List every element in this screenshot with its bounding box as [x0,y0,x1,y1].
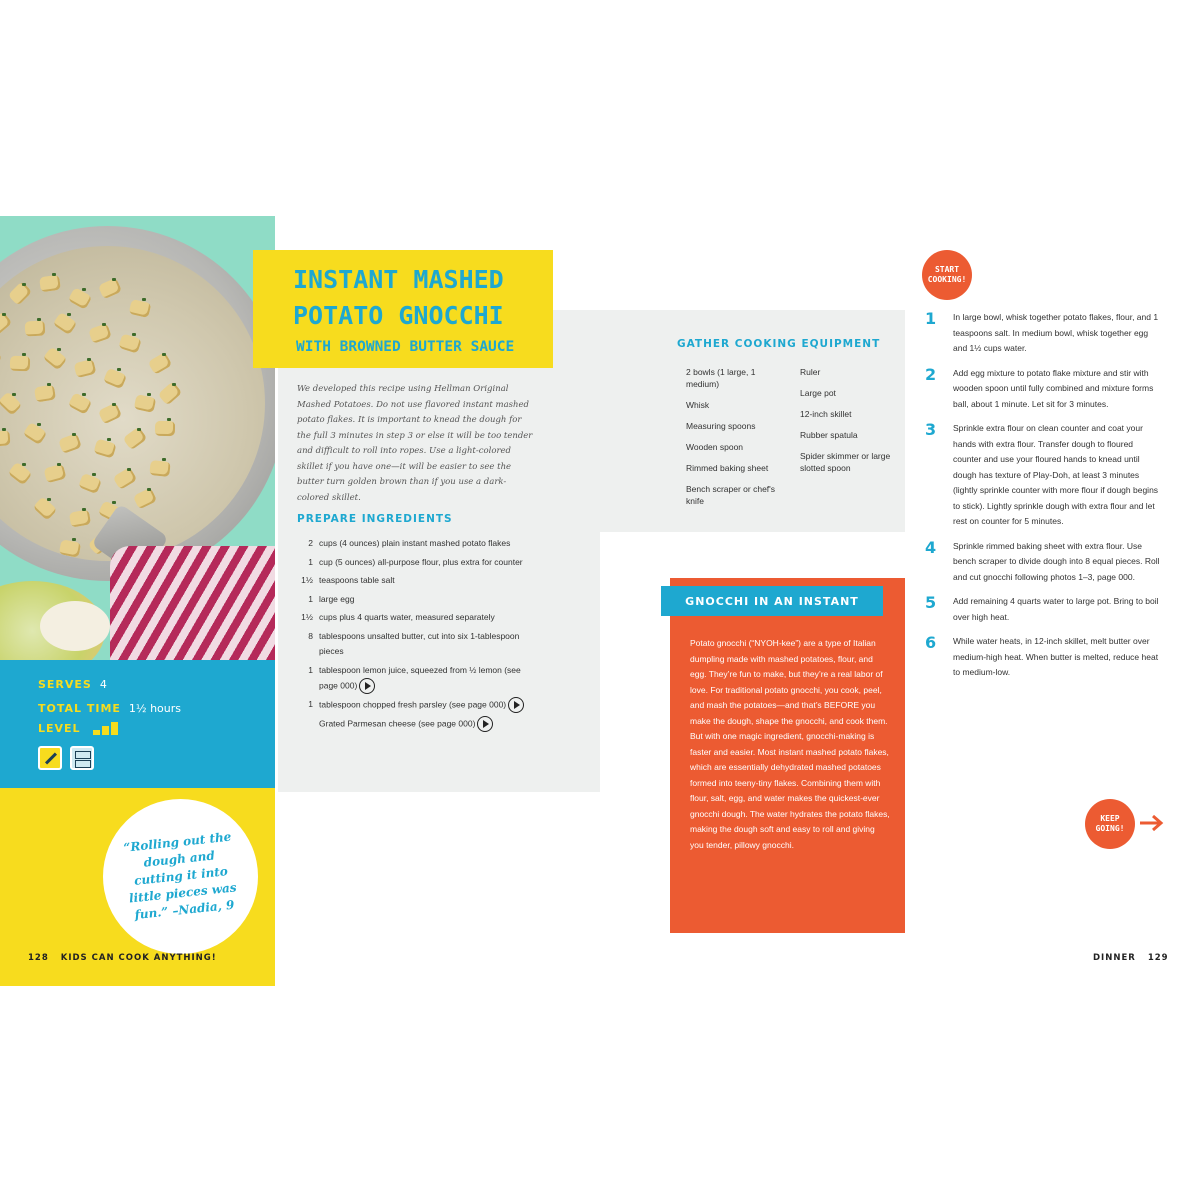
ingredient-list [297,536,527,735]
gnocchi-piece [53,312,78,336]
parsley-fleck [2,428,6,431]
step-text: While water heats, in 12-inch skillet, melt butter over medium-high heat. When butter is melted, reduce heat to medium-low. [953,636,1159,677]
knife-icon [38,746,62,770]
step-text: In large bowl, whisk together potato flakes, flour, and 1 teaspoons salt. In medium bowl, whisk together egg and 1½ cups water. [953,312,1159,353]
serves-value: 4 [99,678,107,691]
parsley-fleck [137,428,141,431]
play-icon[interactable] [477,716,493,732]
serves-label: SERVES [38,678,92,691]
ingredient-qty: 2 [308,538,313,548]
step-item [925,539,1160,586]
parsley-fleck [52,273,56,276]
ingredient-text: cups plus 4 quarts water, measured separately [319,612,495,622]
ingredient-text-wrap [319,716,527,732]
arrow-right-icon [1138,814,1164,832]
gnocchi-piece [78,473,102,494]
total-time-value: 1½ hours [128,702,182,715]
kid-quote-text: “Rolling out the dough and cutting it into little pieces was fun.” –Nadia, 9 [122,829,237,923]
parsley-fleck [72,433,76,436]
parsley-fleck [162,458,166,461]
ingredient-text-wrap [319,663,527,695]
parsley-fleck [82,393,86,396]
ingredient-item [297,592,527,608]
ingredient-text: tablespoon chopped fresh parsley (see page 000) [319,699,507,710]
book-title: KIDS CAN COOK ANYTHING! [60,953,217,963]
step-text: Add remaining 4 quarts water to large pot. Bring to boil over high heat. [953,596,1159,622]
prepare-ingredients-heading: PREPARE INGREDIENTS [297,513,453,525]
parsley-fleck [37,423,41,426]
gnocchi-piece [93,438,117,458]
footer-right [1093,953,1169,963]
ingredient-text-wrap [319,592,527,608]
gnocchi-piece [134,394,157,413]
page-number-left: 128 [28,953,49,963]
equipment-heading: GATHER COOKING EQUIPMENT [677,338,881,350]
equipment-item: Rubber spatula [800,430,858,440]
parsley-fleck [107,438,111,441]
gnocchi-piece [88,323,112,344]
gnocchi-piece [68,287,93,310]
ingredient-text: teaspoons table salt [319,575,395,585]
gnocchi-piece [73,359,96,378]
keep-going-label: KEEP GOING! [1095,814,1125,833]
step-item [925,421,1160,530]
parsley-fleck [172,383,176,386]
ingredient-text: large egg [319,593,355,604]
gnocchi-piece [58,433,82,454]
gnocchi-piece [34,385,56,403]
gnocchi-piece [148,352,173,375]
equipment-item: Spider skimmer or large slotted spoon [800,451,891,473]
ingredient-qty: 1½ [301,612,313,622]
equipment-item: Bench scraper or chef's knife [686,484,776,506]
equipment-list-2 [800,366,892,483]
ingredient-text-wrap [319,610,527,626]
parsley-fleck [57,348,61,351]
gnocchi-piece [39,275,61,293]
equipment-item: 2 bowls (1 large, 1 medium) [686,367,756,389]
gnocchi-piece [123,427,148,451]
parsley-fleck [112,501,116,504]
step-number: 6 [925,633,937,652]
gnocchi-piece [25,320,46,336]
step-number: 4 [925,537,937,557]
recipe-subtitle: WITH BROWNED BUTTER SAUCE [296,339,515,355]
parsley-fleck [82,288,86,291]
ingredient-text-wrap [319,573,527,589]
gnocchi-piece [113,467,138,490]
equipment-list-1 [686,366,778,516]
sidebar-text: Potato gnocchi (“NYOH-kee”) are a type of Italian dumpling made with mashed potatoes, flour, and egg. They’re fun to make, but they’re a real labor of love. For traditional potato gnocchi, you cook, peel, and mash the potatoes—and that’s BEFORE you make the dough, shape the gnocchi, and cook them. But with one magic ingredient, gnocchi-making is faster and easier. Most instant mashed potato flakes, which are essentially dehydrated mashed potatoes formed into teeny-tiny flakes. Combining them with flour, salt, egg, and water makes the quickest-ever gnocchi dough. The water hydrates the potato flakes, making the dough soft and easy to roll and giving you tender, pillowy gnocchi. [690,638,890,850]
title-block [253,250,553,368]
ingredient-text: cups (4 ounces) plain instant mashed potato flakes [319,538,511,548]
gnocchi-piece [149,460,170,477]
step-item [925,310,1160,357]
total-time-label: TOTAL TIME [38,702,121,715]
gnocchi-piece [158,381,183,405]
book-spread [0,216,1200,986]
grated-cheese [40,601,110,651]
parsley-fleck [127,468,131,471]
gnocchi-piece [98,278,122,300]
ingredient-item [297,716,527,732]
gnocchi-piece [68,392,93,415]
step-text: Sprinkle rimmed baking sheet with extra flour. Use bench scraper to divide dough into 8 equal pieces. Roll and cut gnocchi following photos 1–3, page 000. [953,540,1160,582]
ingredient-text: tablespoons unsalted butter, cut into six 1-tablespoon pieces [319,630,520,656]
gnocchi-piece [0,430,10,446]
parsley-fleck [22,463,26,466]
parsley-fleck [22,353,26,356]
level-bars-icon [93,722,118,735]
gnocchi-piece [98,402,122,424]
ingredient-item [297,663,527,695]
ingredient-item [297,536,527,552]
gnocchi-piece [103,368,127,390]
step-number: 1 [925,309,937,328]
parsley-fleck [37,318,41,321]
parsley-fleck [147,393,151,396]
gnocchi-piece [69,509,91,527]
ingredient-text-wrap [319,697,527,713]
parsley-fleck [67,313,71,316]
ingredient-qty: 1 [308,664,313,675]
recipe-intro: We developed this recipe using Hellman Original Mashed Potatoes. Do not use flavored instant mashed potato flakes. It is important to knead the dough for the full 3 minutes in step 3 or else it will be too tender and difficult to roll into ropes. Use a light-colored skillet if you have one—it will be easier to see the butter turn golden brown than if you use a dark-colored skillet. [297,384,533,503]
parsley-fleck [167,418,171,421]
panel-connector [553,368,600,532]
ingredient-item [297,610,527,626]
parsley-fleck [47,498,51,501]
gnocchi-piece [8,281,33,306]
ingredient-item [297,573,527,589]
level-bar [93,730,100,735]
step-number: 5 [925,593,937,612]
serves-row [38,678,107,691]
ingredient-item [297,629,527,660]
ingredient-qty [297,716,319,732]
parsley-fleck [147,488,151,491]
ingredient-qty: 1 [308,556,313,567]
parsley-fleck [22,283,26,286]
ingredient-text-wrap [319,555,527,571]
play-icon[interactable] [359,678,375,694]
equipment-item: Wooden spoon [686,442,744,452]
parsley-fleck [82,508,86,511]
gnocchi-photo [0,216,275,660]
start-cooking-label: START COOKING! [927,265,967,284]
ingredient-text: cup (5 ounces) all-purpose flour, plus extra for counter [319,556,523,567]
level-bar [102,726,109,735]
parsley-fleck [162,353,166,356]
equipment-item: Measuring spoons [686,421,756,431]
level-label: LEVEL [38,722,81,735]
gnocchi-piece [155,421,175,436]
total-time-row [38,702,181,715]
ingredient-text: tablespoon lemon juice, squeezed from ½ lemon (see page 000) [319,664,521,691]
gnocchi-piece [0,347,2,371]
gnocchi-piece [129,299,152,318]
gnocchi-piece [43,346,68,370]
parsley-fleck [132,333,136,336]
gnocchi-piece [10,356,31,372]
parsley-fleck [92,473,96,476]
equipment-item: Large pot [800,388,836,398]
gnocchi-piece [43,464,66,484]
stove-icon [70,746,94,770]
step-item [925,594,1160,625]
start-cooking-badge [922,250,972,300]
page-number-right: 129 [1147,953,1169,963]
equipment-item: Whisk [686,400,710,410]
ingredient-text-wrap [319,629,527,660]
sidebar-heading: GNOCCHI IN AN INSTANT [661,586,883,616]
parsley-fleck [117,368,121,371]
equipment-item: Rimmed baking sheet [686,463,769,473]
parsley-fleck [142,298,146,301]
ingredient-item [297,555,527,571]
gnocchi-piece [33,496,58,521]
equipment-item: Ruler [800,367,821,377]
ingredient-qty: 1 [308,593,313,604]
kid-quote [103,799,258,954]
gnocchi-piece [23,422,48,445]
ingredient-item [297,697,527,713]
parsley-fleck [72,538,76,541]
gnocchi-piece [133,487,158,509]
ingredient-text-wrap [319,536,527,552]
parsley-fleck [57,463,61,466]
footer-left [28,953,217,963]
parsley-fleck [47,383,51,386]
parsley-fleck [112,403,116,406]
ingredient-qty: 1½ [301,575,313,585]
parsley-fleck [2,313,6,316]
recipe-title: INSTANT MASHED POTATO GNOCCHI [293,265,504,330]
cooking-steps [925,310,1160,690]
step-text: Sprinkle extra flour on clean counter and coat your hands with extra flour. Transfer dough to floured counter and use your floured hands to knead until dough has texture of Play-Doh, at least 3 minutes (lightly sprinkle counter with more flour if dough begins to stick). Lightly sprinkle dough with extra flour and let rest on counter for 5 minutes. [953,423,1159,526]
step-text: Add egg mixture to potato flake mixture and stir with wooden spoon until fully combined and mixture forms ball, about 1 minute. Let sit for 3 minutes. [953,367,1154,409]
parsley-fleck [12,393,16,396]
left-column [0,216,275,986]
ingredient-qty: 8 [308,630,313,641]
level-row [38,722,118,735]
step-number: 3 [925,420,937,439]
play-icon[interactable] [508,697,524,713]
gnocchi-piece [118,333,142,353]
equipment-item: 12-inch skillet [800,409,852,419]
level-bar [111,722,118,735]
ingredient-text: Grated Parmesan cheese (see page 000) [319,718,476,729]
step-item [925,634,1160,681]
step-number: 2 [925,364,937,384]
parsley-fleck [112,278,116,281]
ingredient-qty: 1 [308,699,313,709]
parsley-fleck [87,358,91,361]
step-item [925,366,1160,413]
gnocchi-piece [8,461,33,485]
striped-towel [110,546,275,660]
section-name: DINNER [1093,953,1136,963]
parsley-fleck [102,323,106,326]
keep-going-badge [1085,799,1135,849]
